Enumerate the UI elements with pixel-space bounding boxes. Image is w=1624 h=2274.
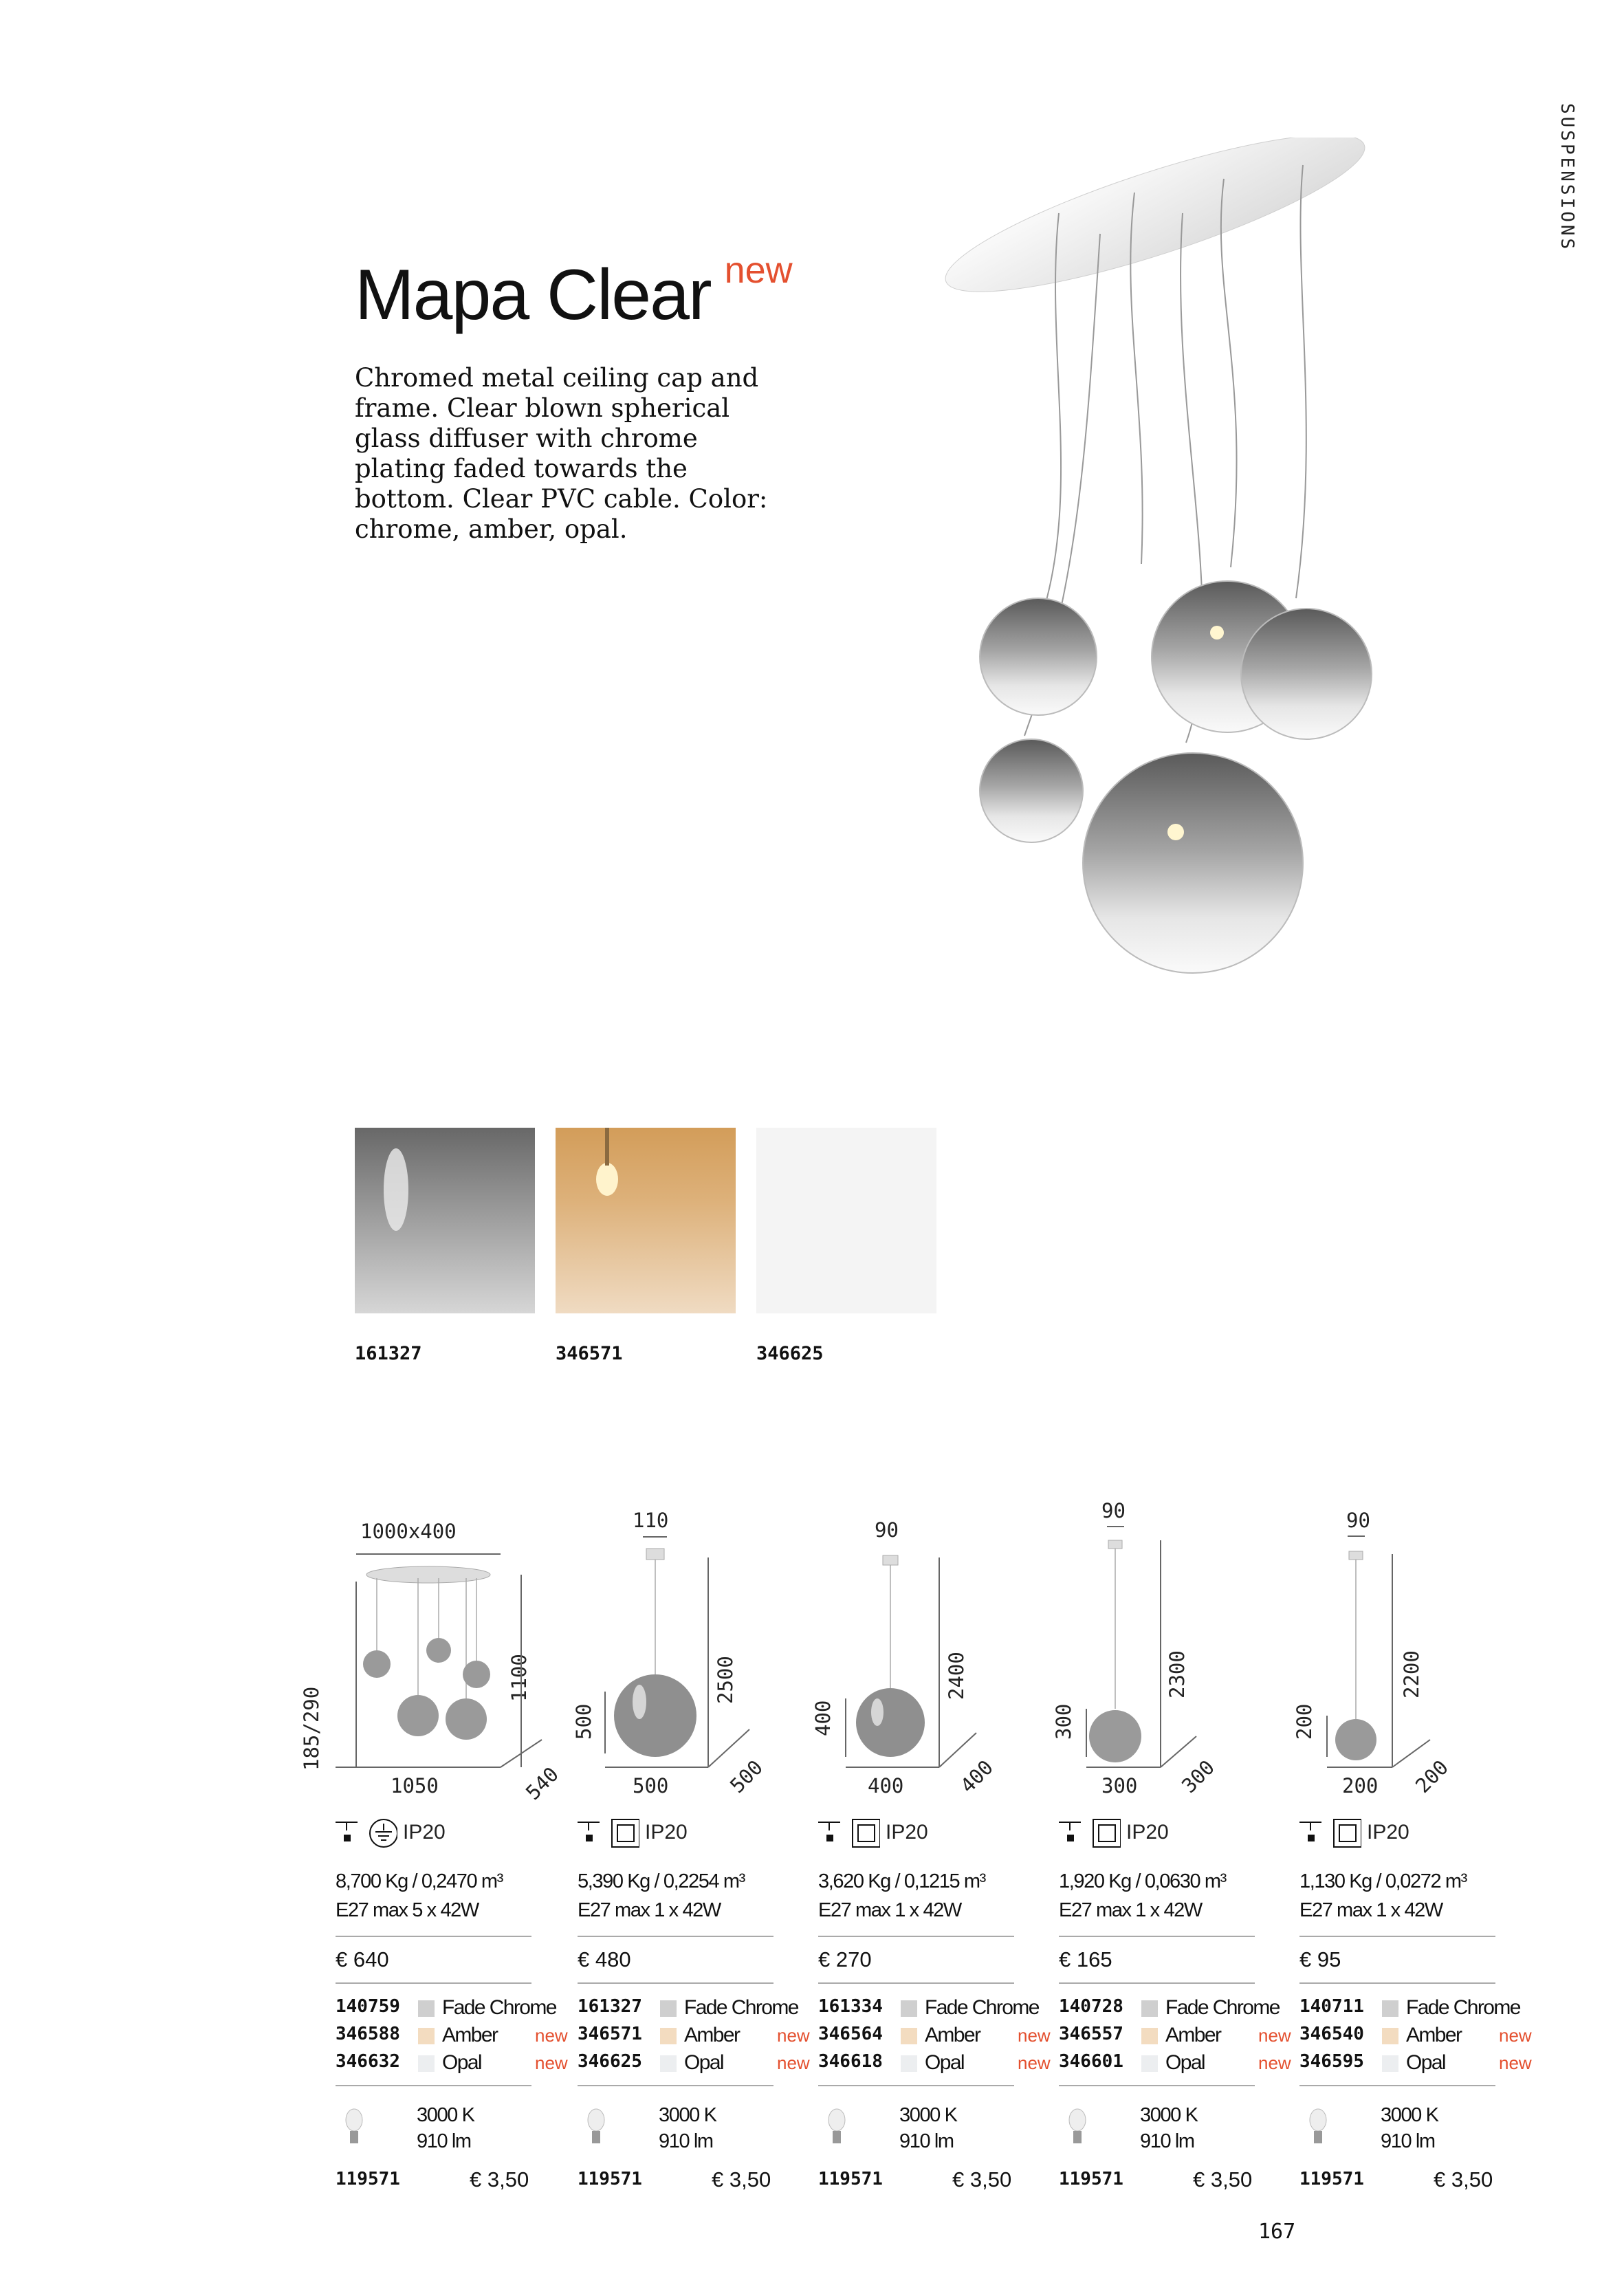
variant-row <box>578 1996 825 2024</box>
lamp-lumen: 910 lm <box>659 2130 713 2152</box>
mount-and-class-icon <box>578 1817 639 1851</box>
lamp-temperature: 3000 K <box>659 2104 716 2126</box>
product-title <box>355 250 793 336</box>
dim-width: 300 <box>1101 1774 1138 1797</box>
color-chip <box>1141 2000 1158 2017</box>
dim-width: 500 <box>633 1774 669 1797</box>
color-chip <box>1382 2055 1398 2072</box>
lamp-code: 119571 <box>578 2169 642 2189</box>
variant-row <box>818 2024 1066 2051</box>
dim-height: 2300 <box>1165 1650 1189 1698</box>
variant-row <box>1299 1996 1547 2024</box>
divider <box>818 1982 1014 1984</box>
dimension-drawing <box>1052 1499 1286 1798</box>
variant-name: Amber <box>1165 2024 1221 2046</box>
variant-code: 346564 <box>818 2024 883 2044</box>
swatch-opal-image <box>756 1128 936 1313</box>
color-chip <box>1382 2000 1398 2017</box>
variant-code: 346601 <box>1059 2051 1123 2072</box>
variant-code: 346571 <box>578 2024 642 2044</box>
hero-product-image <box>921 138 1403 976</box>
color-chip <box>1141 2055 1158 2072</box>
dim-height: 2500 <box>714 1656 737 1704</box>
dim-width: 1050 <box>391 1774 439 1797</box>
model-column <box>1052 1499 1291 2207</box>
drawing-lines <box>1299 1520 1526 1798</box>
variant-name: Fade Chrome <box>925 1996 1039 2019</box>
divider <box>818 2085 1014 2086</box>
lamp-code: 119571 <box>336 2169 400 2189</box>
variant-code: 346595 <box>1299 2051 1364 2072</box>
weight-volume: 5,390 Kg / 0,2254 m³ <box>578 1870 745 1892</box>
divider <box>578 1936 773 1937</box>
lamp-temperature: 3000 K <box>899 2104 957 2126</box>
variant-row <box>1299 2051 1547 2079</box>
variant-code: 140728 <box>1059 1996 1123 2017</box>
product-description: Chromed metal ceiling cap and frame. Clear blown spherical glass diffuser with chrome plating faded towards the bottom. Clear PVC cable. Color: chrome, amber, opal. <box>355 363 768 544</box>
dim-top: 1000x400 <box>360 1520 457 1543</box>
weight-volume: 3,620 Kg / 0,1215 m³ <box>818 1870 985 1892</box>
dimension-drawing <box>811 1518 1045 1798</box>
weight-volume: 1,920 Kg / 0,0630 m³ <box>1059 1870 1226 1892</box>
model-column <box>300 1520 568 2207</box>
mount-and-class-icon <box>818 1817 880 1851</box>
new-badge: new <box>724 250 793 291</box>
color-chip <box>901 2028 917 2044</box>
new-tag: new <box>1258 2053 1291 2073</box>
lamp-lumen: 910 lm <box>899 2130 954 2152</box>
bulb-icon <box>1308 2108 1328 2149</box>
page-number: 167 <box>1258 2220 1296 2244</box>
divider <box>578 2085 773 2086</box>
protection-rating: IP20 <box>403 1821 446 1844</box>
spec-icons <box>336 1817 562 1851</box>
dimension-drawing <box>572 1509 804 1798</box>
dim-depth: 500 <box>725 1755 768 1798</box>
variant-name: Opal <box>684 2051 723 2074</box>
variant-name: Fade Chrome <box>1165 1996 1280 2019</box>
variant-name: Opal <box>1406 2051 1445 2074</box>
spec-icons <box>1059 1817 1286 1851</box>
variant-code: 161334 <box>818 1996 883 2017</box>
lamp-lumen: 910 lm <box>1381 2130 1435 2152</box>
lamp-price: € 3,50 <box>1434 2167 1493 2191</box>
section-label-text: SUSPENSIONS <box>1557 103 1577 252</box>
dim-depth: 300 <box>1177 1755 1220 1798</box>
lamp-temperature: 3000 K <box>1140 2104 1198 2126</box>
new-tag: new <box>535 2053 568 2073</box>
weight-volume: 1,130 Kg / 0,0272 m³ <box>1299 1870 1467 1892</box>
variant-code: 346618 <box>818 2051 883 2072</box>
model-column <box>1293 1509 1532 2207</box>
price: € 640 <box>336 1947 389 1971</box>
new-tag: new <box>1018 2025 1051 2046</box>
dim-depth: 540 <box>521 1762 564 1805</box>
bulb-spec: E27 max 5 x 42W <box>336 1899 479 1921</box>
lamp-lumen: 910 lm <box>417 2130 471 2152</box>
swatch-amber-image <box>556 1128 736 1313</box>
variant-name: Fade Chrome <box>442 1996 556 2019</box>
drawing-lines <box>336 1520 562 1795</box>
variant-row <box>1059 2051 1306 2079</box>
dim-top: 90 <box>1101 1499 1126 1522</box>
divider <box>578 1982 773 1984</box>
color-chip <box>418 2055 435 2072</box>
protection-rating: IP20 <box>886 1821 928 1844</box>
dimension-drawing <box>1293 1509 1526 1798</box>
swatch-chrome-image <box>355 1128 535 1313</box>
variant-name: Opal <box>925 2051 964 2074</box>
spec-icons <box>1299 1817 1526 1851</box>
variant-name: Amber <box>684 2024 740 2046</box>
variant-name: Fade Chrome <box>1406 1996 1520 2019</box>
lamp-code: 119571 <box>1299 2169 1364 2189</box>
divider <box>336 1936 531 1937</box>
variant-row <box>1059 1996 1306 2024</box>
mount-and-class-icon <box>1299 1817 1361 1851</box>
price: € 165 <box>1059 1947 1112 1971</box>
divider <box>336 2085 531 2086</box>
bulb-icon <box>344 2108 364 2149</box>
dim-width: 400 <box>868 1774 904 1797</box>
mount-and-class-icon <box>1059 1817 1121 1851</box>
lamp-temperature: 3000 K <box>417 2104 474 2126</box>
new-tag: new <box>777 2053 810 2073</box>
bulb-spec: E27 max 1 x 42W <box>1059 1899 1202 1921</box>
lamp-price: € 3,50 <box>712 2167 771 2191</box>
swatch-code: 161327 <box>355 1343 422 1364</box>
variant-row <box>1059 2024 1306 2051</box>
model-column <box>811 1518 1051 2207</box>
drawing-lines <box>578 1520 804 1798</box>
dim-left: 300 <box>1052 1703 1075 1740</box>
dim-left: 500 <box>572 1703 595 1740</box>
dim-depth: 200 <box>1411 1755 1453 1798</box>
protection-rating: IP20 <box>1126 1821 1169 1844</box>
variant-code: 140711 <box>1299 1996 1364 2017</box>
color-chip <box>901 2000 917 2017</box>
model-column <box>572 1509 810 2207</box>
divider <box>1299 2085 1495 2086</box>
protection-rating: IP20 <box>645 1821 688 1844</box>
lamp-lumen: 910 lm <box>1140 2130 1194 2152</box>
variant-name: Fade Chrome <box>684 1996 798 2019</box>
divider <box>336 1982 531 1984</box>
variant-code: 346625 <box>578 2051 642 2072</box>
variant-row <box>818 1996 1066 2024</box>
dim-height: 2200 <box>1400 1650 1423 1698</box>
divider <box>1059 1936 1255 1937</box>
lamp-price: € 3,50 <box>952 2167 1012 2191</box>
price: € 95 <box>1299 1947 1341 1971</box>
variant-row <box>336 2051 583 2079</box>
divider <box>1299 1982 1495 1984</box>
color-chip <box>1382 2028 1398 2044</box>
spec-icons <box>578 1817 804 1851</box>
color-chip <box>418 2000 435 2017</box>
variant-row <box>1299 2024 1547 2051</box>
variant-code: 346588 <box>336 2024 400 2044</box>
swatch-code: 346625 <box>756 1343 824 1364</box>
drawing-lines <box>1059 1520 1286 1798</box>
divider <box>818 1936 1014 1937</box>
bulb-icon <box>1067 2108 1088 2149</box>
variant-row <box>336 1996 583 2024</box>
color-chip <box>1141 2028 1158 2044</box>
color-chip <box>418 2028 435 2044</box>
bulb-spec: E27 max 1 x 42W <box>578 1899 721 1921</box>
product-name: Mapa Clear <box>355 255 711 335</box>
variant-name: Amber <box>442 2024 498 2046</box>
dim-top: 90 <box>1346 1509 1370 1532</box>
protection-rating: IP20 <box>1367 1821 1409 1844</box>
color-chip <box>660 2028 677 2044</box>
lamp-code: 119571 <box>818 2169 883 2189</box>
variant-code: 161327 <box>578 1996 642 2017</box>
variant-code: 346557 <box>1059 2024 1123 2044</box>
drawing-lines <box>818 1520 1045 1798</box>
divider <box>1299 1936 1495 1937</box>
color-chip <box>660 2000 677 2017</box>
dim-left: 400 <box>811 1700 835 1736</box>
variant-name: Amber <box>925 2024 980 2046</box>
new-tag: new <box>1018 2053 1051 2073</box>
variant-name: Opal <box>442 2051 481 2074</box>
bulb-icon <box>586 2108 606 2149</box>
divider <box>1059 1982 1255 1984</box>
price: € 480 <box>578 1947 631 1971</box>
bulb-spec: E27 max 1 x 42W <box>1299 1899 1442 1921</box>
dim-depth: 400 <box>956 1755 998 1798</box>
dim-left: 200 <box>1293 1703 1316 1740</box>
dim-top: 110 <box>633 1509 669 1532</box>
variant-name: Amber <box>1406 2024 1462 2046</box>
lamp-price: € 3,50 <box>1193 2167 1253 2191</box>
spec-icons <box>818 1817 1045 1851</box>
new-tag: new <box>535 2025 568 2046</box>
variant-row <box>336 2024 583 2051</box>
weight-volume: 8,700 Kg / 0,2470 m³ <box>336 1870 503 1892</box>
bulb-spec: E27 max 1 x 42W <box>818 1899 961 1921</box>
lamp-code: 119571 <box>1059 2169 1123 2189</box>
variant-row <box>818 2051 1066 2079</box>
color-chip <box>660 2055 677 2072</box>
swatch-code: 346571 <box>556 1343 623 1364</box>
section-label <box>1552 103 1580 268</box>
color-chip <box>901 2055 917 2072</box>
price: € 270 <box>818 1947 872 1971</box>
new-tag: new <box>777 2025 810 2046</box>
dimension-drawing <box>300 1520 564 1805</box>
mount-and-ground-icon <box>336 1817 397 1851</box>
dim-width: 200 <box>1342 1774 1379 1797</box>
bulb-icon <box>826 2108 847 2149</box>
variant-code: 346632 <box>336 2051 400 2072</box>
dim-top: 90 <box>875 1518 899 1542</box>
lamp-price: € 3,50 <box>470 2167 529 2191</box>
variant-code: 346540 <box>1299 2024 1364 2044</box>
divider <box>1059 2085 1255 2086</box>
new-tag: new <box>1499 2025 1532 2046</box>
new-tag: new <box>1258 2025 1291 2046</box>
new-tag: new <box>1499 2053 1532 2073</box>
lamp-temperature: 3000 K <box>1381 2104 1438 2126</box>
dim-height: 2400 <box>945 1652 968 1700</box>
variant-row <box>578 2024 825 2051</box>
dim-height: 1100 <box>507 1654 531 1702</box>
variant-name: Opal <box>1165 2051 1205 2074</box>
variant-row <box>578 2051 825 2079</box>
variant-code: 140759 <box>336 1996 400 2017</box>
dim-left: 185/290 <box>300 1686 323 1771</box>
